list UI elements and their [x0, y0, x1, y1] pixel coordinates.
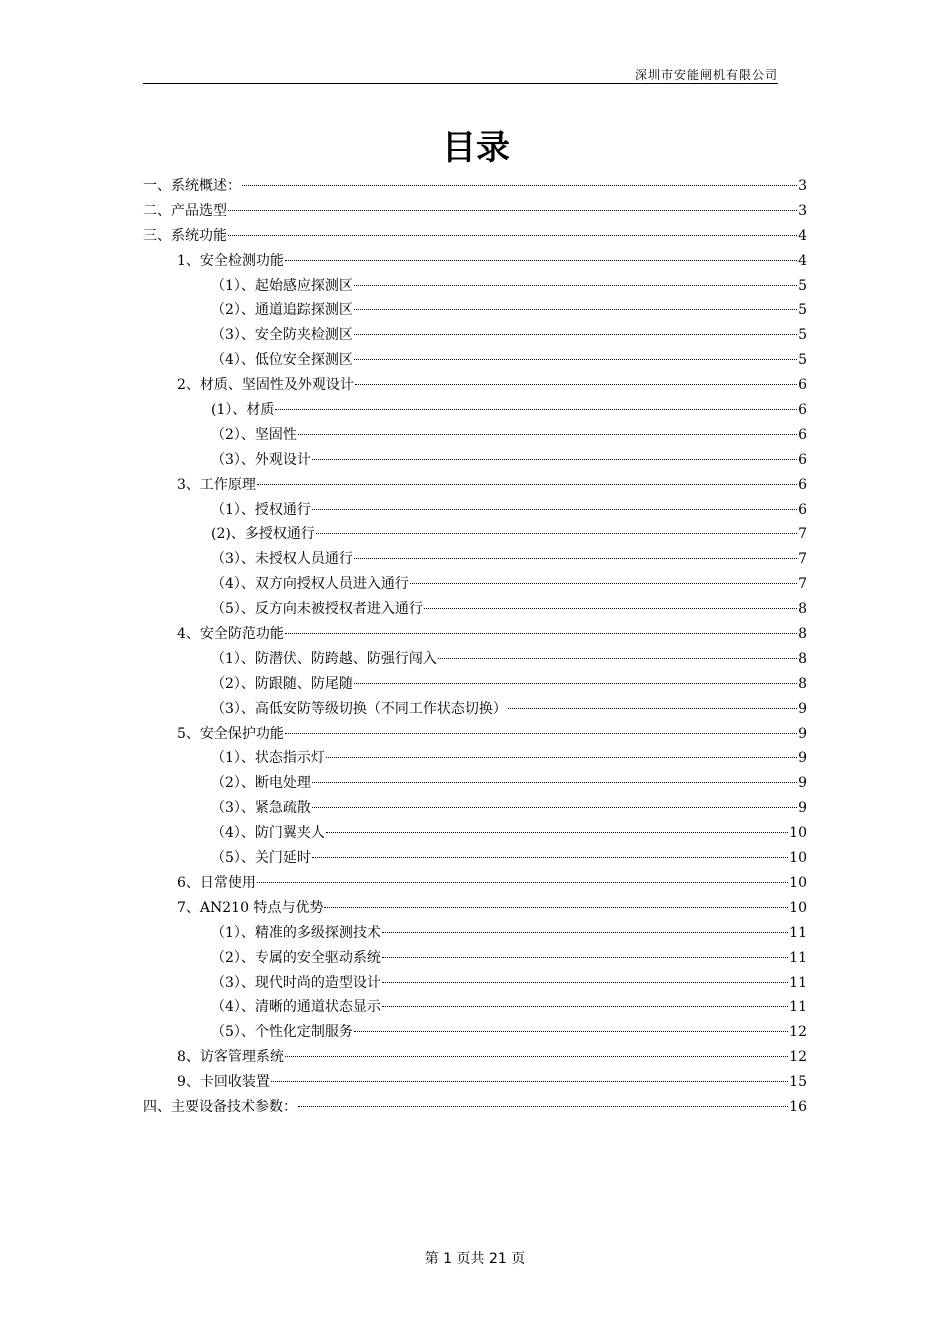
toc-entry-text: （5）、个性化定制服务	[211, 1024, 353, 1041]
toc-dot-leader	[312, 459, 797, 460]
toc-page-number: 16	[789, 1098, 807, 1115]
toc-page-number: 8	[798, 601, 807, 618]
toc-entry[interactable]	[143, 946, 807, 971]
toc-entry-text: (2)、多授权通行	[211, 526, 315, 543]
toc-entry-text: （3）、现代时尚的造型设计	[211, 974, 381, 991]
toc-entry-text: （2）、断电处理	[211, 775, 311, 792]
toc-dot-leader	[326, 832, 788, 833]
toc-dot-leader	[285, 733, 797, 734]
toc-entry-text: （4）、防门翼夹人	[211, 825, 325, 842]
toc-entry[interactable]	[143, 672, 807, 697]
toc-dot-leader	[298, 434, 797, 435]
toc-entry-text: （2）、通道追踪探测区	[211, 302, 353, 319]
toc-entry[interactable]	[143, 896, 807, 921]
toc-entry[interactable]	[143, 1095, 807, 1120]
toc-entry[interactable]	[143, 274, 807, 299]
toc-entry-text: （1）、状态指示灯	[211, 750, 325, 767]
toc-entry[interactable]	[143, 398, 807, 423]
toc-dot-leader	[271, 1081, 788, 1082]
toc-page-number: 12	[789, 1024, 807, 1041]
toc-entry[interactable]	[143, 1070, 807, 1095]
toc-entry-text: （4）、双方向授权人员进入通行	[211, 576, 409, 593]
toc-entry-text: 1、安全检测功能	[177, 252, 284, 269]
toc-page-number: 10	[789, 874, 807, 891]
toc-dot-leader	[228, 210, 797, 211]
toc-page-number: 9	[798, 750, 807, 767]
toc-entry[interactable]	[143, 995, 807, 1020]
toc-page-number: 11	[789, 949, 807, 966]
toc-entry[interactable]	[143, 871, 807, 896]
toc-dot-leader	[382, 1006, 788, 1007]
toc-entry[interactable]	[143, 199, 807, 224]
toc-entry[interactable]	[143, 697, 807, 722]
toc-entry[interactable]	[143, 423, 807, 448]
toc-dot-leader	[312, 509, 797, 510]
toc-page-number: 9	[798, 700, 807, 717]
toc-dot-leader	[424, 608, 797, 609]
toc-dot-leader	[298, 1106, 788, 1107]
toc-dot-leader	[285, 633, 797, 634]
toc-dot-leader	[438, 658, 797, 659]
toc-page-number: 11	[789, 999, 807, 1016]
toc-entry-text: 一、系统概述：	[143, 178, 241, 194]
toc-entry-text: 5、安全保护功能	[177, 725, 284, 742]
toc-entry-text: 二、产品选型	[143, 202, 227, 219]
toc-entry-text: 9、卡回收装置	[177, 1074, 270, 1091]
toc-page-number: 8	[798, 650, 807, 667]
toc-entry[interactable]	[143, 597, 807, 622]
toc-entry-text: （3）、未授权人员通行	[211, 551, 353, 568]
toc-dot-leader	[354, 683, 797, 684]
toc-entry[interactable]	[143, 921, 807, 946]
toc-page-number: 5	[798, 327, 807, 344]
toc-entry-text: （1）、防潜伏、防跨越、防强行闯入	[211, 650, 437, 667]
toc-entry[interactable]	[143, 498, 807, 523]
toc-page-number: 3	[798, 202, 807, 219]
toc-entry-text: （3）、安全防夹检测区	[211, 327, 353, 344]
toc-entry[interactable]	[143, 1045, 807, 1070]
toc-page-number: 8	[798, 626, 807, 643]
toc-dot-leader	[228, 235, 797, 236]
toc-entry[interactable]	[143, 323, 807, 348]
toc-entry[interactable]	[143, 796, 807, 821]
toc-dot-leader	[354, 359, 797, 360]
toc-dot-leader	[316, 533, 797, 534]
toc-page-number: 8	[798, 675, 807, 692]
toc-page-number: 4	[798, 252, 807, 269]
toc-entry[interactable]	[143, 647, 807, 672]
toc-page-number: 5	[798, 302, 807, 319]
toc-page-number: 15	[789, 1074, 807, 1091]
toc-entry[interactable]	[143, 174, 807, 199]
toc-entry[interactable]	[143, 971, 807, 996]
toc-page-number: 9	[798, 725, 807, 742]
toc-entry-text: 7、AN210 特点与优势	[177, 899, 324, 916]
toc-page-number: 6	[798, 426, 807, 443]
toc-entry-text: 8、访客管理系统	[177, 1049, 284, 1066]
toc-entry[interactable]	[143, 572, 807, 597]
toc-entry[interactable]	[143, 373, 807, 398]
toc-dot-leader	[312, 782, 797, 783]
page-footer: 第 1 页共 21 页	[424, 1251, 526, 1267]
toc-page-number: 11	[789, 924, 807, 941]
toc-page-number: 6	[798, 451, 807, 468]
toc-dot-leader	[242, 185, 797, 186]
toc-page-number: 11	[789, 974, 807, 991]
toc-entry-text: （5）、关门延时	[211, 850, 311, 867]
toc-entry-text: 6、日常使用	[177, 874, 256, 891]
toc-entry[interactable]	[143, 846, 807, 871]
toc-dot-leader	[354, 558, 797, 559]
toc-dot-leader	[382, 932, 788, 933]
toc-entry-text: （2）、防跟随、防尾随	[211, 675, 353, 692]
toc-page-number: 6	[798, 501, 807, 518]
toc-entry-text: （3）、外观设计	[211, 451, 311, 468]
toc-page-number: 5	[798, 352, 807, 369]
toc-page-number: 6	[798, 377, 807, 394]
toc-page-number: 7	[798, 576, 807, 593]
toc-dot-leader	[354, 309, 797, 310]
toc-entry-text: （3）、紧急疏散	[211, 800, 311, 817]
toc-dot-leader	[285, 1056, 788, 1057]
toc-entry[interactable]	[143, 722, 807, 747]
toc-entry-text: （2）、坚固性	[211, 426, 297, 443]
toc-page-number: 10	[789, 899, 807, 916]
toc-entry[interactable]	[143, 771, 807, 796]
toc-entry-text: （4）、低位安全探测区	[211, 352, 353, 369]
toc-entry[interactable]	[143, 1020, 807, 1045]
toc-page-number: 10	[789, 850, 807, 867]
toc-dot-leader	[275, 409, 797, 410]
toc-entry[interactable]	[143, 821, 807, 846]
toc-entry-text: 4、安全防范功能	[177, 626, 284, 643]
toc-dot-leader	[312, 807, 797, 808]
toc-entry[interactable]	[143, 522, 807, 547]
toc-entry[interactable]	[143, 746, 807, 771]
table-of-contents	[143, 174, 807, 1120]
toc-dot-leader	[257, 882, 788, 883]
toc-dot-leader	[410, 583, 797, 584]
toc-entry[interactable]	[143, 622, 807, 647]
toc-dot-leader	[285, 260, 797, 261]
toc-dot-leader	[257, 484, 797, 485]
header-rule	[143, 83, 778, 84]
toc-entry-text: （1）、起始感应探测区	[211, 277, 353, 294]
toc-entry[interactable]	[143, 473, 807, 498]
toc-entry-text: 3、工作原理	[177, 476, 256, 493]
toc-page-number: 7	[798, 526, 807, 543]
toc-dot-leader	[312, 857, 788, 858]
toc-entry-text: （3）、高低安防等级切换（不同工作状态切换）	[211, 700, 507, 717]
toc-page-number: 9	[798, 775, 807, 792]
toc-dot-leader	[382, 957, 788, 958]
toc-dot-leader	[354, 285, 797, 286]
toc-entry-text: （5）、反方向未被授权者进入通行	[211, 601, 423, 618]
toc-entry[interactable]	[143, 298, 807, 323]
toc-page-number: 3	[798, 178, 807, 194]
toc-dot-leader	[326, 757, 797, 758]
toc-entry-text: （1）、授权通行	[211, 501, 311, 518]
toc-page-number: 10	[789, 825, 807, 842]
page-title: 目录	[442, 128, 510, 168]
toc-page-number: 6	[798, 476, 807, 493]
toc-dot-leader	[355, 384, 797, 385]
toc-page-number: 4	[798, 227, 807, 244]
toc-entry-text: （4）、清晰的通道状态显示	[211, 999, 381, 1016]
page-header: 深圳市安能闸机有限公司	[634, 68, 778, 82]
toc-entry-text: （2）、专属的安全驱动系统	[211, 949, 381, 966]
toc-entry-text: (1）、材质	[211, 402, 275, 419]
toc-page-number: 5	[798, 277, 807, 294]
toc-entry[interactable]	[143, 547, 807, 572]
toc-entry-text: （1）、精准的多级探测技术	[211, 924, 381, 941]
toc-dot-leader	[354, 334, 797, 335]
toc-dot-leader	[382, 982, 788, 983]
toc-page-number: 9	[798, 800, 807, 817]
toc-entry[interactable]	[143, 224, 807, 249]
toc-entry-text: 三、系统功能	[143, 227, 227, 244]
toc-page-number: 7	[798, 551, 807, 568]
toc-page-number: 6	[798, 402, 807, 419]
toc-entry[interactable]	[143, 348, 807, 373]
toc-entry-text: 2、材质、坚固性及外观设计	[177, 377, 354, 394]
toc-entry-text: 四、主要设备技术参数：	[143, 1098, 297, 1115]
toc-dot-leader	[324, 907, 788, 908]
toc-dot-leader	[354, 1031, 788, 1032]
toc-entry[interactable]	[143, 448, 807, 473]
toc-page-number: 12	[789, 1049, 807, 1066]
toc-entry[interactable]	[143, 249, 807, 274]
toc-dot-leader	[508, 708, 797, 709]
